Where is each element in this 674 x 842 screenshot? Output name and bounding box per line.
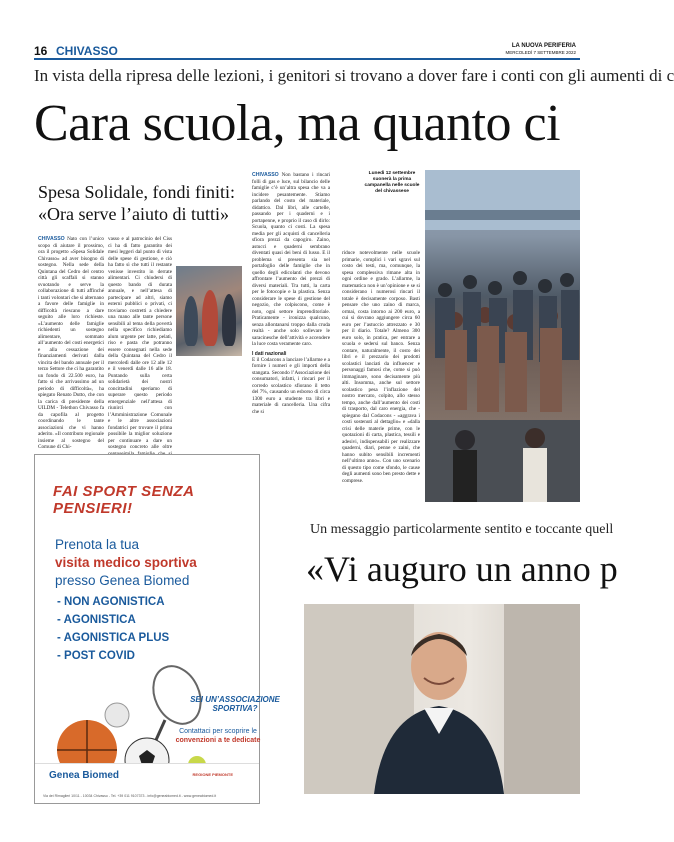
ad-contact-line-1: Contattaci per scoprire le: [179, 728, 257, 735]
middle-subheading: I dati nazionali: [252, 350, 287, 357]
ad-item: - AGONISTICA PLUS: [57, 632, 170, 644]
ad-footer: [35, 763, 259, 803]
volunteers-photo: [176, 266, 242, 356]
ad-item: - NON AGONISTICA: [57, 596, 165, 608]
genea-biomed-logo: Genea Biomed: [49, 770, 120, 781]
middle-story-text-2: riduce notevolmente nelle scuole primarie, complici i vari sgravi sul costo dei testi, ma, comunque, la spesa complessiva rimane alta in ogni ordine e grado. L’allarme, la matematica non è un’opinione e se si considerano i numerosi rincari il totale è decisamente corposo. Basti pensare che uno zaino di marca, ormai, costa intorno ai 200 euro, a cui si dovrano aggiungere circa 60 euro per l’astuccio attrezzato e 30 per il diario. Totale? Almeno 300 euro solo, in pratica, per entrare a scuola e sedersi sul banco. Senza contare, naturalmente, il costo dei libri e il prezzario dei prodotti scolastici lanciati da influencer e personaggi famosi che, come si può immaginare, sono decisamente più alti. Insomma, anche sul settore scolastico pesa l’inflazione del nostro mercato, colpito, allo stesso tempo, anche dall’aumento dei costi di trasporto, dal caro energia, che - spiegano dal Codacons - «aggrava i costi sostenuti al dettaglio» e «dalla crisi delle materie prime, con le quotazioni di carta, plastica, tessili e adesivi, indispensabili per realizzare quaderni, diari, penne e zaini, che hanno subito sensibili incrementi nell’ultimo anno». Con uno scenario di questo tipo come sfondo, le cause degli aumenti sono ben presto dette e comprese.: [342, 250, 420, 484]
side-story-tag: CHIVASSO: [38, 236, 65, 242]
main-kicker: In vista della ripresa delle lezioni, i genitori si trovano a dover fare i conti con gli aumenti di c: [34, 66, 674, 85]
side-story-column-1: [38, 236, 104, 450]
middle-story-column-2: [342, 250, 420, 505]
side-story-text-2: vasso e al patrocinio del Ciss ci ha di fatto garantito dei mesi leggeri dal punto di vista delle spese di gestione, e ciò ha fatto sì che tutti il restante venisse investito in derrate alimentari. Ci chiudersi di questo bando di durata annuale, e nell’attesa di partecipare ad altri, siamo esterni pubblici o privati, ci troviamo costretti a chiedere una mano alle tante persone sensibili al tema della povertà nella specifico richiediamo alum urgente per latte, pelati, riso e pasta che potranno essere consegnati nella sede della Quintana del Cedro il mercoledì dalle ore 12 alle 12 e il venerdì dalle 16 alle 18. Puntando sulla certa solidarietà dei nostri concittadini speriamo di superare questo periodo emergenziale nell’attesa di riunirci con l’Amministrazione Comunale e le altre associazioni fondatrici per trovare il prima possibile la miglior soluzione per continuare a dare un sostegno concreto alle oltre: [108, 236, 172, 450]
ad-question: SEI UN’ASSOCIAZIONE SPORTIVA?: [190, 695, 280, 713]
middle-story-text-1: Non bastano i rincari folli di gas e luce, sul bilancio delle famiglie c’è un’altra spesa che va a incidere pesantemente. Stiamo parlando del costo del materiale, didattico. Dal libri, alle cartelle, passando per i quaderni e i portapenne, e proprio il caso di dirlo: Scuola, quanto ci costi. La spesa media per gli acquisti di cancelleria sfiora prezzi da capogiro. Zaino, astucci e quaderni sembrano diventati quasi dei beni di lusso. E il problema si presenta sia nel portafoglio delle famiglie che in quello degli edicolanti che devono affrontare l’aumento dei prezzi di diversi materiali. Tra tutti, la carta per le fotocopie e la plastica. Senza considerare le spese di gestione del negozio, che colpiscono, come è noto, ogni settore imprenditoriale. Praticamente - ironizza qualcuno, senza allontanarsi troppo dalla cruda realtà - anche solo sollevare le saracinesche dell’attività e accendere la luce costa veramente caro.: [252, 172, 331, 347]
page-header: [34, 44, 580, 60]
photo-caption: Lunedì 12 settembre suonerà la prima campanella nelle scuole del chivassese: [364, 171, 420, 194]
page-number: 16: [34, 44, 48, 58]
middle-story-column-1: [252, 172, 330, 472]
students-photo: [425, 170, 580, 502]
side-story-column-2: [108, 236, 172, 450]
principal-photo: [304, 604, 580, 794]
ad-contact-line-2: convenzioni a te dedicate: [175, 737, 261, 744]
ad-title: FAI SPORT SENZA PENSIERI!: [53, 483, 194, 517]
ad-item: - AGONISTICA: [57, 614, 136, 626]
advertisement[interactable]: [34, 454, 280, 804]
ad-line-3: presso Genea Biomed: [55, 573, 190, 588]
issue-date: MERCOLEDÌ 7 SETTEMBRE 2022: [505, 50, 576, 55]
ad-address: Via dei Rimaglieri 10/11 - 10034 Chivasso - Tel. +39 011 9107373 - info@geneabiomed.it - www.geneabiomed.it: [43, 794, 217, 798]
bottom-kicker: Un messaggio particolarmente sentito e toccante quell: [310, 522, 614, 537]
ad-visit-list: [57, 593, 169, 665]
side-title-line1: Spesa Solidale, fondi finiti:: [38, 182, 235, 202]
side-story-text-1: Nato con l’unico scopo di aiutare il prossimo, ora il progetto «Spesa Solidale Chivasso» ad aver bisogno di sostegno. Nella sede della Quintana del Cedro del centro città gli scaffali si stanno svuotando e serve la collaborazione di tutti affinché i tanti volontari che si alternano a favore delle famiglie in difficoltà riescano a dare seguito alle loro richieste. «L’aumento delle famiglie richiedenti un sostegno alimentare, sommato all’aumento del costi energetici e alla cessazione dei finanziamenti derivati dalla vincita del bando annuale per il terzo Settore che ci ha garantito un fondo di 22.500 euro, ha fatto si che arrivassimo ad un periodo di difficoltà», ha spiegato Renato Dutto, che con la carica di presidente della UILDM - Telethon Chivasso fa da capofila al progetto coordinando le tante associazioni che vi hanno aderito. «Il contributo regionale insieme al sostegno del Comune di Chi-: [38, 236, 104, 450]
middle-story-tag: CHIVASSO: [252, 172, 279, 178]
main-headline: Cara scuola, ma quanto ci: [34, 95, 561, 152]
ad-contact: [163, 727, 273, 745]
side-story-title: [38, 181, 238, 225]
newspaper-name: LA NUOVA PERIFERIA: [511, 43, 576, 49]
bottom-headline: «Vi auguro un anno p: [306, 549, 618, 589]
side-title-line2: «Ora serve l’aiuto di tutti»: [38, 204, 229, 224]
middle-story-text-1b: E il Codacons a lanciare l’allarme e a fornire i numeri e gli importi della stangata. Secondo l’Associazione dei consumatori, infatti, i rincari per il corredo scolastico sfiorano il tetto del 7%, causando un esborso di circa 1300 euro a studente tra libri e materiale di cancelleria. Una cifra che si: [252, 356, 330, 415]
ad-line-1: Prenota la tua: [55, 537, 140, 552]
section-name: CHIVASSO: [56, 44, 118, 58]
ad-line-2: visita medico sportiva: [55, 555, 197, 570]
region-logo: REGIONE PIEMONTE: [192, 772, 233, 777]
ad-item: - POST COVID: [57, 650, 135, 662]
